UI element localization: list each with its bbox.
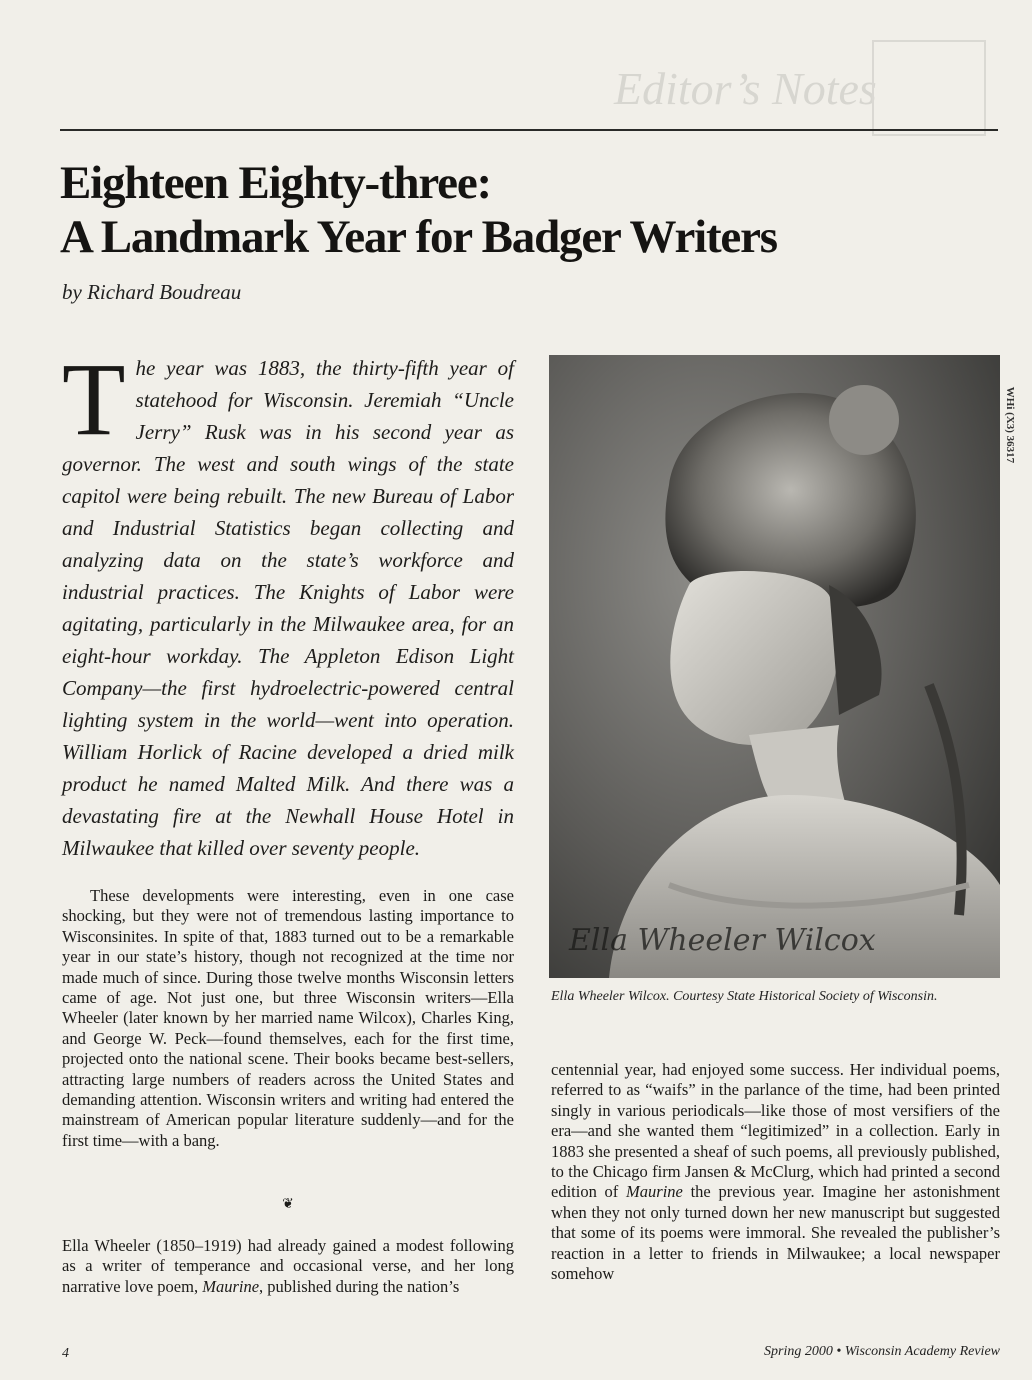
title-line-2: A Landmark Year for Badger Writers — [60, 211, 777, 263]
photo-caption: Ella Wheeler Wilcox. Courtesy State Historical Society of Wisconsin. — [551, 989, 938, 1004]
bleed-through-header-box — [872, 40, 986, 136]
title-line-1: Eighteen Eighty-three: — [60, 157, 491, 209]
body-column-left — [62, 886, 514, 1151]
photo-credit-vertical — [1000, 370, 1020, 480]
drop-cap: T — [62, 342, 126, 457]
title-maurine: Maurine — [202, 1276, 260, 1296]
body-paragraph-1: These developments were interesting, even in one case shocking, but they were not of tremendous lasting importance to Wisconsinites. In spite of that, 1883 turned out to be a remarkable year in our state’s history, though not recognized at the time nor made much of since. During those twelve months Wisconsin letters came of age. Not just one, but three Wisconsin writers—Ella Wheeler (later known by her married name Wilcox), Charles King, and George W. Peck—found themselves, each for the first time, projected onto the national scene. Their books became best-sellers, attracting large numbers of readers across the United States and demanding attention. Wisconsin writers and writing had entered the mainstream of American popular literature suddenly—and for the first time—with a bang. — [62, 886, 514, 1150]
article-title — [60, 156, 777, 264]
photo-credit-text: WHi (X3) 36317 — [1004, 386, 1016, 464]
body-column-right — [551, 1060, 1000, 1284]
portrait-image — [549, 355, 1000, 978]
byline: by Richard Boudreau — [62, 280, 242, 304]
running-footer: Spring 2000 • Wisconsin Academy Review — [764, 1344, 1000, 1359]
photo-signature: Ella Wheeler Wilcox — [569, 923, 876, 958]
body-paragraph-3: centennial year, had enjoyed some success. Her individual poems, referred to as “waifs” in the parlance of the time, had been printed singly in various periodicals—like those of most versifiers of the era—and she wanted them “legitimized” in a collection. Early in 1883 she presented a sheaf of such poems, all previously published, to the Chicago firm Jansen & McClurg, which had printed a second edition of Maurine the previous year. Imagine her astonishment when they not only turned down her new manuscript but suggested that some of its poems were immoral. She revealed the publisher’s reaction in a letter to friends in Milwaukee; a local newspaper somehow — [551, 1060, 1000, 1284]
body-paragraph-2: Ella Wheeler (1850–1919) had already gained a modest following as a writer of temperance and occasional verse, and her long narrative love poem, Maurine, published during the nation’s — [62, 1236, 514, 1296]
intro-text: he year was 1883, the thirty-fifth year of statehood for Wisconsin. Jeremiah “Uncle Jerry” Rusk was in his second year as governor. The west and south wings of the state capitol were being rebuilt. The new Bureau of Labor and Industrial Statistics began collecting and analyzing data on the state’s workforce and industrial practices. The Knights of Labor were agitating, particularly in the Milwaukee area, for an eight-hour workday. The Appleton Edison Light Company—the first hydroelectric-powered central lighting system in the world—went into operation. William Horlick of Racine developed a dried milk product he named Malted Milk. And there was a devastating fire at the Newhall House Hotel in Milwaukee that killed over seventy people. — [62, 356, 514, 860]
body-column-left-continued — [62, 1236, 514, 1297]
page-number: 4 — [62, 1346, 69, 1361]
bleed-through-header — [600, 40, 990, 140]
section-ornament: ❦ — [282, 1197, 294, 1212]
portrait-photo — [549, 355, 1000, 978]
top-rule — [60, 129, 998, 131]
bleed-through-header-text: Editor’s Notes — [614, 63, 877, 114]
intro-paragraph — [62, 342, 514, 864]
title-maurine-2: Maurine — [626, 1182, 683, 1202]
